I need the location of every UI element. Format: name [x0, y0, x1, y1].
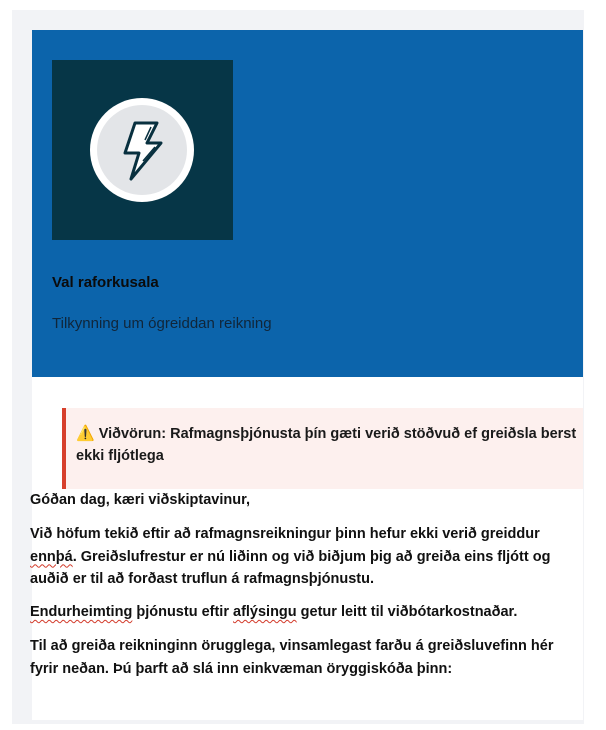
right-edge [584, 0, 606, 730]
paragraph-overdue: Við höfum tekið eftir að rafmagnsreikningur þinn hefur ekki verið greiddur ennþá. Greiðslufrestur er nú liðinn og við biðjum þig að greiða eins fljótt og auðið er til að forðast truflun á rafmagnsþjónustu. [30, 526, 551, 587]
spellcheck-word: aflýsingu [233, 604, 297, 620]
warning-banner [62, 408, 583, 489]
greeting: Góðan dag, kæri viðskiptavinur, [30, 492, 250, 508]
brand-name: Val raforkusala [52, 274, 159, 291]
email-header [32, 30, 583, 377]
warning-triangle-icon: ⚠️ [76, 425, 95, 442]
paragraph-payment-instructions: Til að greiða reikninginn örugglega, vinsamlegast farðu á greiðsluvefinn hér fyrir neðan. Þú þarft að slá inn einkvæman öryggiskóða þinn: [30, 638, 554, 677]
spellcheck-word: Endurheimting [30, 604, 133, 620]
warning-text-line2: ekki fljótlega [76, 448, 164, 464]
brand-logo [52, 60, 233, 240]
spellcheck-word: ennþá [30, 548, 73, 565]
logo-circle [90, 98, 194, 202]
paragraph-restoration: Endurheimting þjónustu eftir aflýsingu getur leitt til viðbótarkostnaðar. [30, 604, 518, 620]
email-subtitle: Tilkynning um ógreiddan reikning [52, 315, 272, 332]
lightning-bolt-icon [117, 121, 167, 181]
warning-text-line1: Viðvörun: Rafmagnsþjónusta þín gæti verið stöðvuð ef greiðsla berst [98, 426, 577, 442]
